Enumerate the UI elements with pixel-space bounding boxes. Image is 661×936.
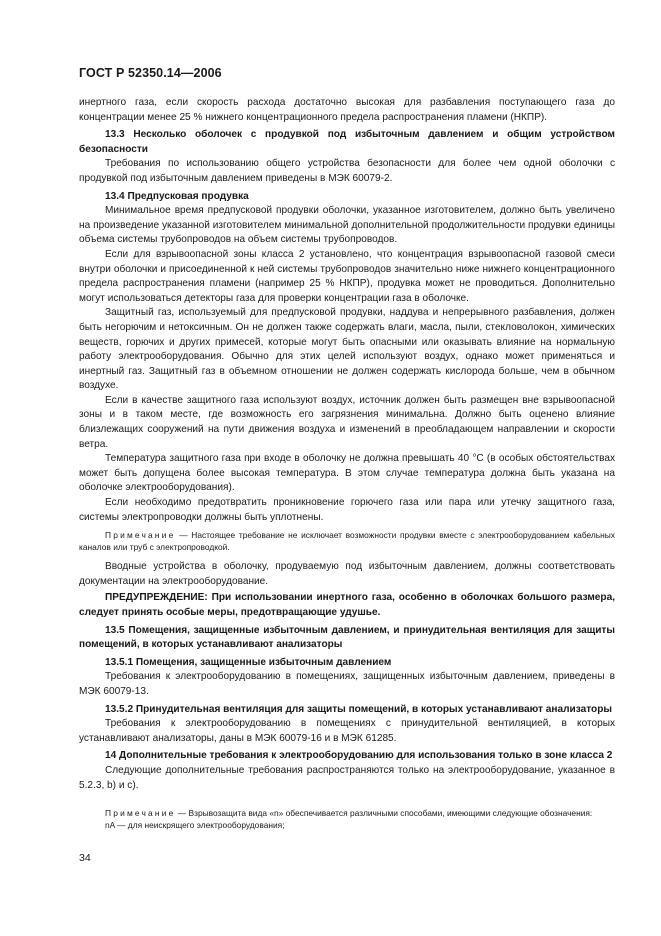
document-body — [79, 96, 615, 831]
document-header: ГОСТ Р 52350.14—2006 — [79, 66, 222, 80]
section-heading-13-4: 13.4 Предпусковая продувка — [105, 190, 249, 202]
section-heading-13-5-2: 13.5.2 Принудительная вентиляция для защиты помещений, в которых устанавливают анализаторы — [105, 703, 612, 715]
note-label: Примечание — [105, 808, 176, 819]
section-heading-13-5-1: 13.5.1 Помещения, защищенные избыточным давлением — [105, 656, 392, 668]
paragraph: Требования к электрооборудованию в помещениях с принудительной вентиляцией, в которых устанавливают анализаторы, даны в МЭК 60079-16 и в МЭК 61285. — [79, 718, 615, 744]
section-heading-13-5: 13.5 Помещения, защищенные избыточным давлением, и принудительная вентиляция для защиты помещений, в которых устанавливают анализаторы — [79, 624, 615, 651]
section-heading-13-3: 13.3 Несколько оболочек с продувкой под избыточным давлением и общим устройством безопасности — [79, 129, 615, 155]
note-2 — [79, 807, 615, 819]
paragraph: Минимальное время предпусковой продувки оболочки, указанное изготовителем, должно быть увеличено на произведение указанной изготовителем минимальной дополнительной продолжительности продувки единицы объема системы трубопроводов на объем системы трубопроводов. — [79, 205, 615, 246]
warning-paragraph: ПРЕДУПРЕЖДЕНИЕ: При использовании инертного газа, особенно в оболочках большого размера, следует принять особые меры, предотвращающие удушье. — [79, 592, 615, 618]
paragraph: Защитный газ, используемый для предпусковой продувки, наддува и непрерывного разбавления, должен быть негорючим и нетоксичным. Он не должен также содержать влаги, масла, пыли, стекловолокон, химических веществ, горючих и других примесей, которые могут быть опасными или оказывать влияние на нормальную работу электрооборудования. Обычно для этих целей используют воздух, однако может применяться и инертный газ. Защитный газ в объемном отношении не должен содержать кислорода больше, чем в обычном воздухе. — [79, 307, 615, 392]
section-heading-14: 14 Дополнительные требования к электрооборудованию для использования только в зоне класса 2 — [105, 750, 613, 762]
note-text: — Настоящее требование не исключает возможности продувки вместе с электрооборудованием кабельных каналов или труб с электропроводкой. — [79, 530, 615, 553]
note-list-item: nA — для неискрящего электрооборудования; — [105, 820, 285, 831]
paragraph: Если необходимо предотвратить проникновение горючего газа или пара или утечку защитного газа, системы электропроводки должны быть уплотнены. — [79, 497, 615, 523]
note-text: — Взрывозащита вида «n» обеспечивается различными способами, имеющими следующие обозначения: — [175, 808, 593, 819]
paragraph: Если в качестве защитного газа используют воздух, источник должен быть размещен вне взрывоопасной зоны и в таком месте, где возможность его загрязнения минимальна. Должно быть оценено влияние близлежащих сооружений на пути движения воздуха и изменений в преобладающем направлении и скорости ветра. — [79, 394, 615, 450]
note-1 — [79, 529, 615, 553]
paragraph: Требования к электрооборудованию в помещениях, защищенных избыточным давлением, приведены в МЭК 60079-13. — [79, 671, 615, 697]
paragraph: инертного газа, если скорость расхода достаточно высокая для разбавления поступающего газа до концентрации менее 25 % нижнего концентрационного предела распространения пламени (НКПР). — [79, 97, 615, 123]
paragraph: Температура защитного газа при входе в оболочку не должна превышать 40 °С (в особых обстоятельствах может быть допущена более высокая температура. В этом случае температура должна быть указана на оболочке электрооборудования). — [79, 453, 615, 494]
paragraph: Если для взрывоопасной зоны класса 2 установлено, что концентрация взрывоопасной газовой смеси внутри оболочки и присоединенной к ней системы трубопроводов значительно ниже нижнего концентрационного предела распространения пламени (например 25 % НКПР), продувка может не проводиться. Дополнительно могут использоваться детекторы газа для проверки концентрации газа в оболочке. — [79, 248, 615, 304]
page-number: 34 — [79, 852, 91, 864]
paragraph: Вводные устройства в оболочку, продуваемую под избыточным давлением, должны соответствовать документации на электрооборудование. — [79, 561, 615, 587]
paragraph: Следующие дополнительные требования распространяются только на электрооборудование, указанное в 5.2.3, b) и с). — [79, 764, 615, 791]
note-label: Примечание — [105, 530, 176, 541]
paragraph: Требования по использованию общего устройства безопасности для более чем одной оболочки с продувкой под избыточным давлением приведены в МЭК 60079-2. — [79, 158, 615, 184]
